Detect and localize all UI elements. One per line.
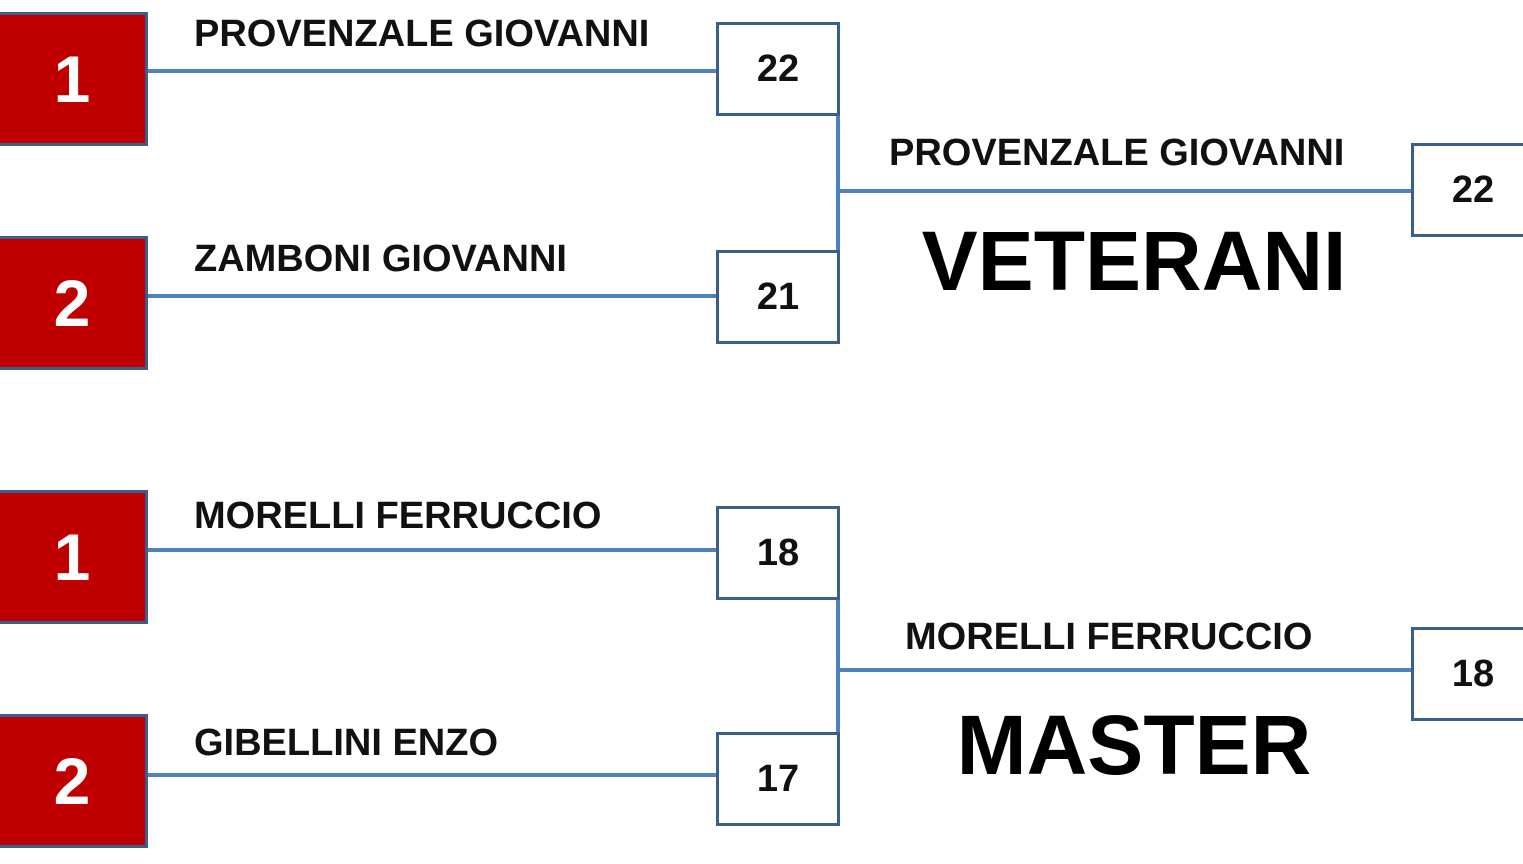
winner-score-box: 22	[1411, 143, 1523, 237]
winner-name: MORELLI FERRUCCIO	[905, 616, 1313, 658]
connector-line	[148, 69, 718, 73]
winner-name: PROVENZALE GIOVANNI	[889, 132, 1345, 174]
player-name: MORELLI FERRUCCIO	[194, 495, 602, 537]
connector-line	[836, 189, 1414, 193]
seed-badge: 1	[0, 12, 148, 146]
category-title: MASTER	[956, 698, 1312, 792]
category-title: VETERANI	[921, 214, 1347, 308]
seed-badge: 1	[0, 490, 148, 624]
bracket-master	[0, 484, 1523, 864]
player-name: PROVENZALE GIOVANNI	[194, 13, 650, 55]
connector-line	[148, 294, 718, 298]
seed-badge: 2	[0, 236, 148, 370]
score-box: 22	[716, 22, 840, 116]
score-box: 17	[716, 732, 840, 826]
bracket-veterani	[0, 0, 1523, 380]
seed-badge: 2	[0, 714, 148, 848]
connector-line	[148, 773, 718, 777]
player-name: GIBELLINI ENZO	[194, 722, 498, 764]
player-name: ZAMBONI GIOVANNI	[194, 238, 567, 280]
connector-line	[148, 548, 718, 552]
score-box: 18	[716, 506, 840, 600]
winner-score-box: 18	[1411, 627, 1523, 721]
connector-line	[836, 668, 1414, 672]
score-box: 21	[716, 250, 840, 344]
